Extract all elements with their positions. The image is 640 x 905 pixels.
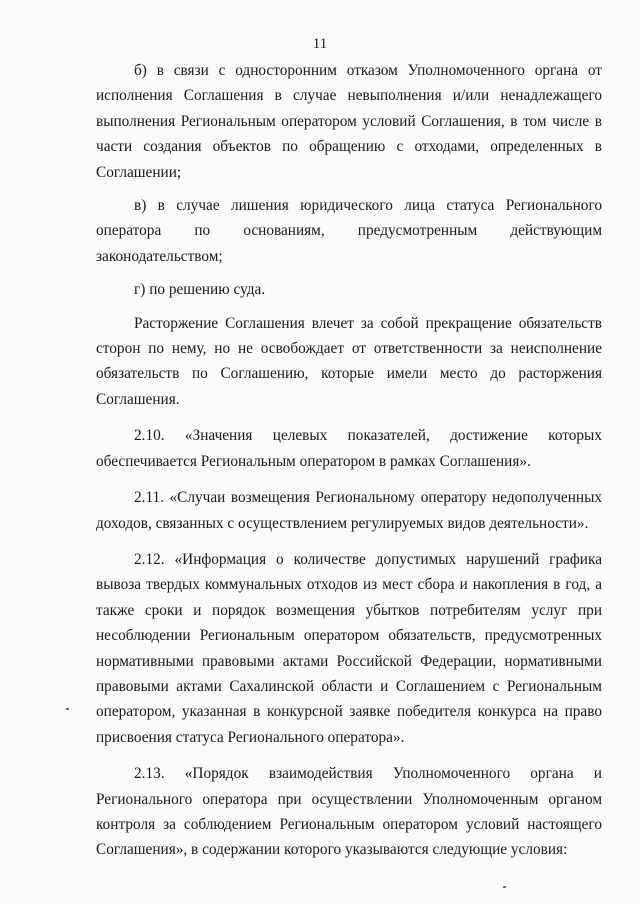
paragraph-2-13: 2.13. «Порядок взаимодействия Уполномоченного органа и Регионального оператора при осуществлении Уполномоченным органом контроля за соблюдением Региональным оператором условий настоящего Соглашения», в содержании которого указываются следующие условия: — [96, 765, 602, 859]
paragraph-2-11: 2.11. «Случаи возмещения Региональному оператору недополученных доходов, связанных с осуществлением регулируемых видов деятельности». — [96, 489, 602, 532]
paragraph-termination: Расторжение Соглашения влечет за собой прекращение обязательств сторон по нему, но не освобождает от ответственности за неисполнение обязательств по Соглашению, которые имели место до расторжения Соглашения. — [96, 314, 602, 408]
paragraph-b: б) в связи с односторонним отказом Уполномоченного органа от исполнения Соглашения в случае невыполнения и/или ненадлежащего выполнения Региональным оператором условий Соглашения, в том числе в части создания объектов по обращению с отходами, определенных в Соглашении; — [96, 62, 602, 181]
paragraph-v: в) в случае лишения юридического лица статуса Регионального оператора по основаниям, предусмотренным действующим законодательством; — [96, 197, 602, 265]
page-number: 11 — [312, 36, 328, 52]
document-body — [96, 58, 602, 863]
scan-speck — [66, 708, 69, 710]
paragraph-g: г) по решению суда. — [134, 281, 266, 299]
paragraph-2-10: 2.10. «Значения целевых показателей, достижение которых обеспечивается Региональным оператором в рамках Соглашения». — [96, 427, 602, 470]
paragraph-2-12: 2.12. «Информация о количестве допустимых нарушений графика вывоза твердых коммунальных отходов из мест сбора и накопления в год, а также сроки и порядок возмещения убытков потребителям услуг при несоблюдении Региональным оператором обязательств, предусмотренных нормативными правовыми актами Российской Федерации, нормативными правовыми актами Сахалинской области и Соглашением с Региональным оператором, указанная в конкурсной заявке победителя конкурса на право присвоения статуса Регионального оператора». — [96, 550, 602, 746]
scan-speck — [503, 886, 506, 888]
